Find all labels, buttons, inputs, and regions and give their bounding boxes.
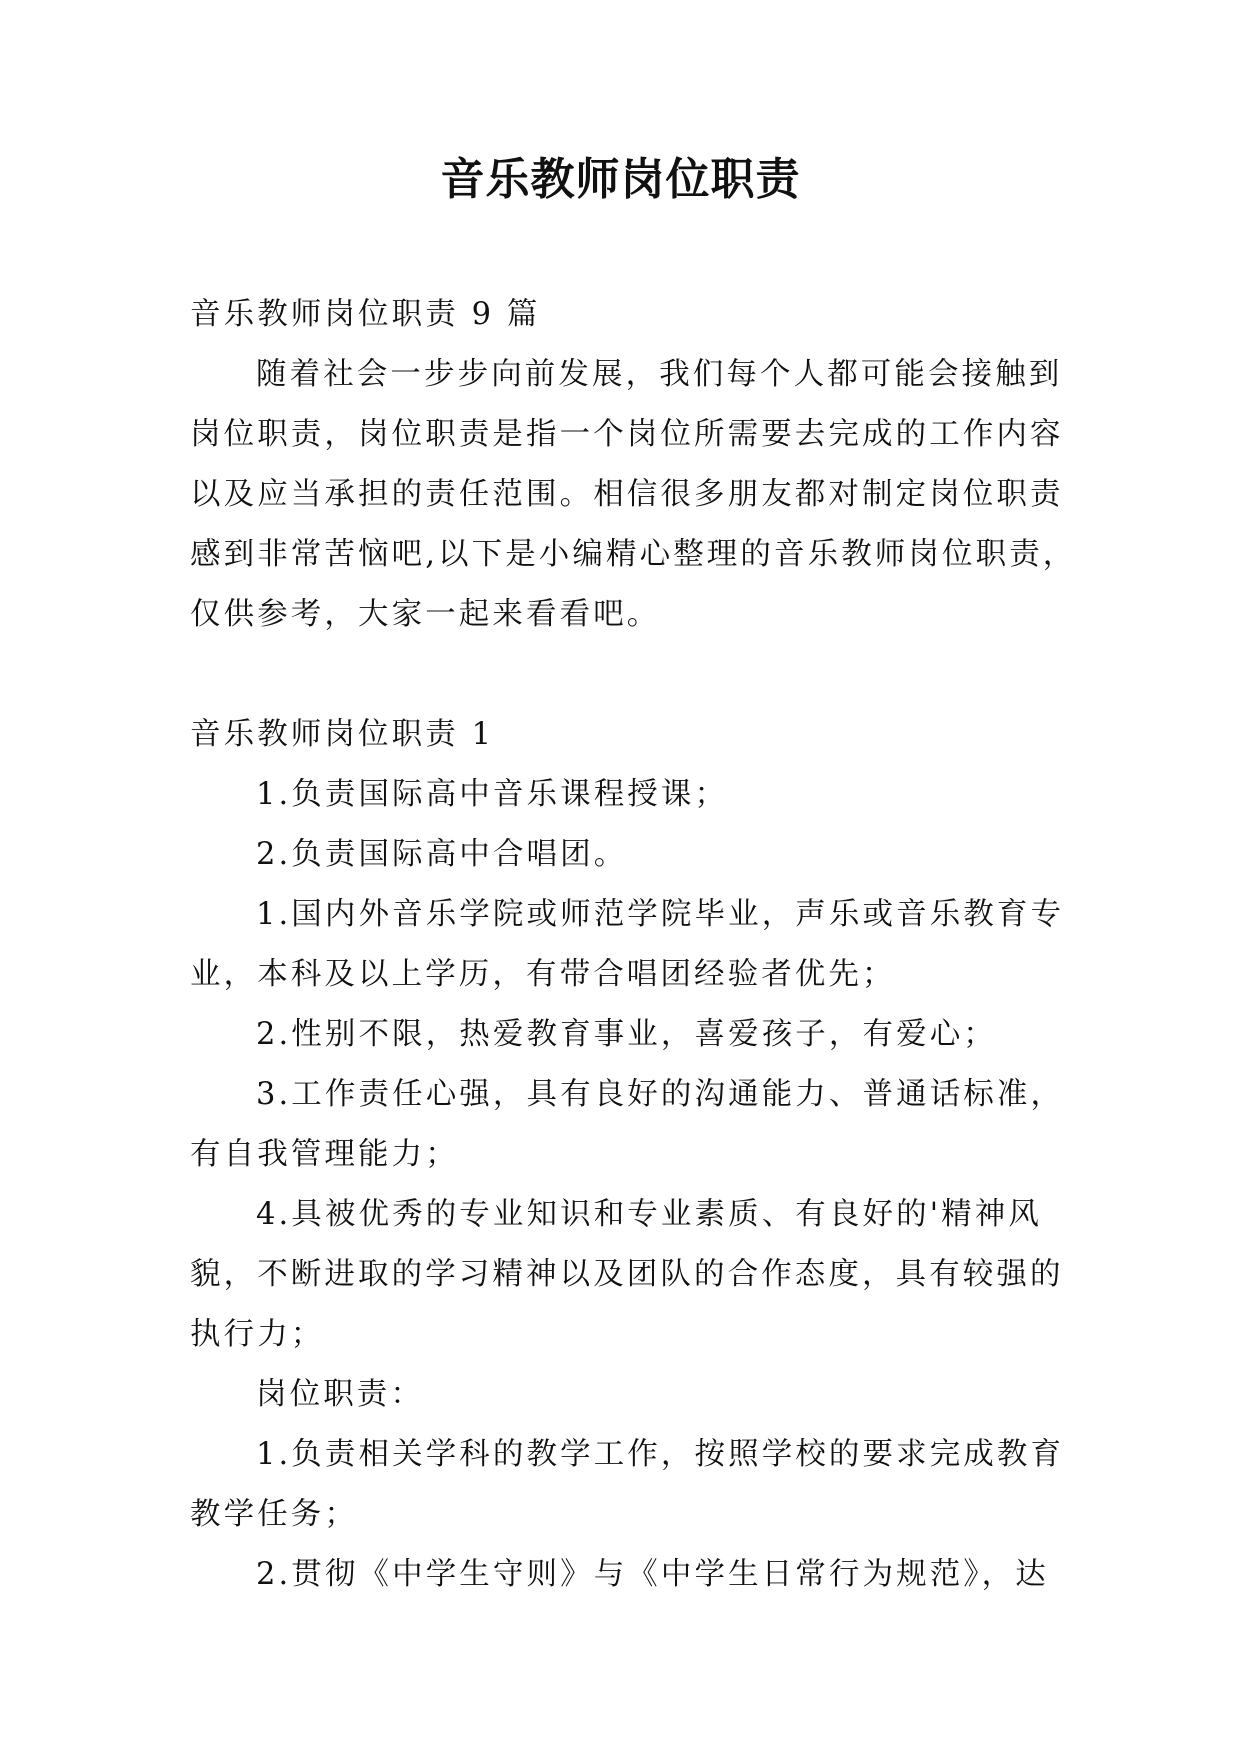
page-title: 音乐教师岗位职责	[440, 154, 801, 205]
paragraph-line: 感到非常苦恼吧,以下是小编精心整理的音乐教师岗位职责，	[190, 537, 1077, 572]
list-item-continuation: 教学任务；	[190, 1497, 358, 1532]
list-item: 2.贯彻《中学生守则》与《中学生日常行为规范》，达	[256, 1557, 1049, 1592]
paragraph-line: 随着社会一步步向前发展，我们每个人都可能会接触到	[256, 357, 1063, 392]
list-item: 1.负责国际高中音乐课程授课；	[256, 777, 729, 812]
paragraph-line: 岗位职责，岗位职责是指一个岗位所需要去完成的工作内容	[190, 417, 1064, 452]
list-item: 2.负责国际高中合唱团。	[256, 837, 628, 872]
list-item-continuation: 有自我管理能力；	[190, 1137, 459, 1172]
document-body	[190, 285, 1077, 1605]
list-item: 3.工作责任心强，具有良好的沟通能力、普通话标准，	[256, 1077, 1065, 1112]
list-item-continuation: 业，本科及以上学历，有带合唱团经验者优先；	[190, 957, 896, 992]
list-item: 4.具被优秀的专业知识和专业素质、有良好的'精神风	[256, 1197, 1042, 1232]
paragraph-gap	[190, 645, 1050, 705]
list-item: 2.性别不限，热爱教育事业，喜爱孩子，有爱心；	[256, 1017, 997, 1052]
section-heading: 音乐教师岗位职责 1	[190, 717, 495, 752]
list-item: 1.负责相关学科的教学工作，按照学校的要求完成教育	[256, 1437, 1065, 1472]
subtitle-line: 音乐教师岗位职责 9 篇	[190, 297, 541, 332]
list-item-continuation: 执行力；	[190, 1317, 325, 1352]
paragraph-line: 仅供参考，大家一起来看看吧。	[190, 597, 661, 632]
subsection-label: 岗位职责：	[256, 1377, 424, 1412]
list-item-continuation: 貌，不断进取的学习精神以及团队的合作态度，具有较强的	[190, 1257, 1064, 1292]
paragraph-line: 以及应当承担的责任范围。相信很多朋友都对制定岗位职责	[190, 477, 1064, 512]
list-item: 1.国内外音乐学院或师范学院毕业，声乐或音乐教育专	[256, 897, 1065, 932]
